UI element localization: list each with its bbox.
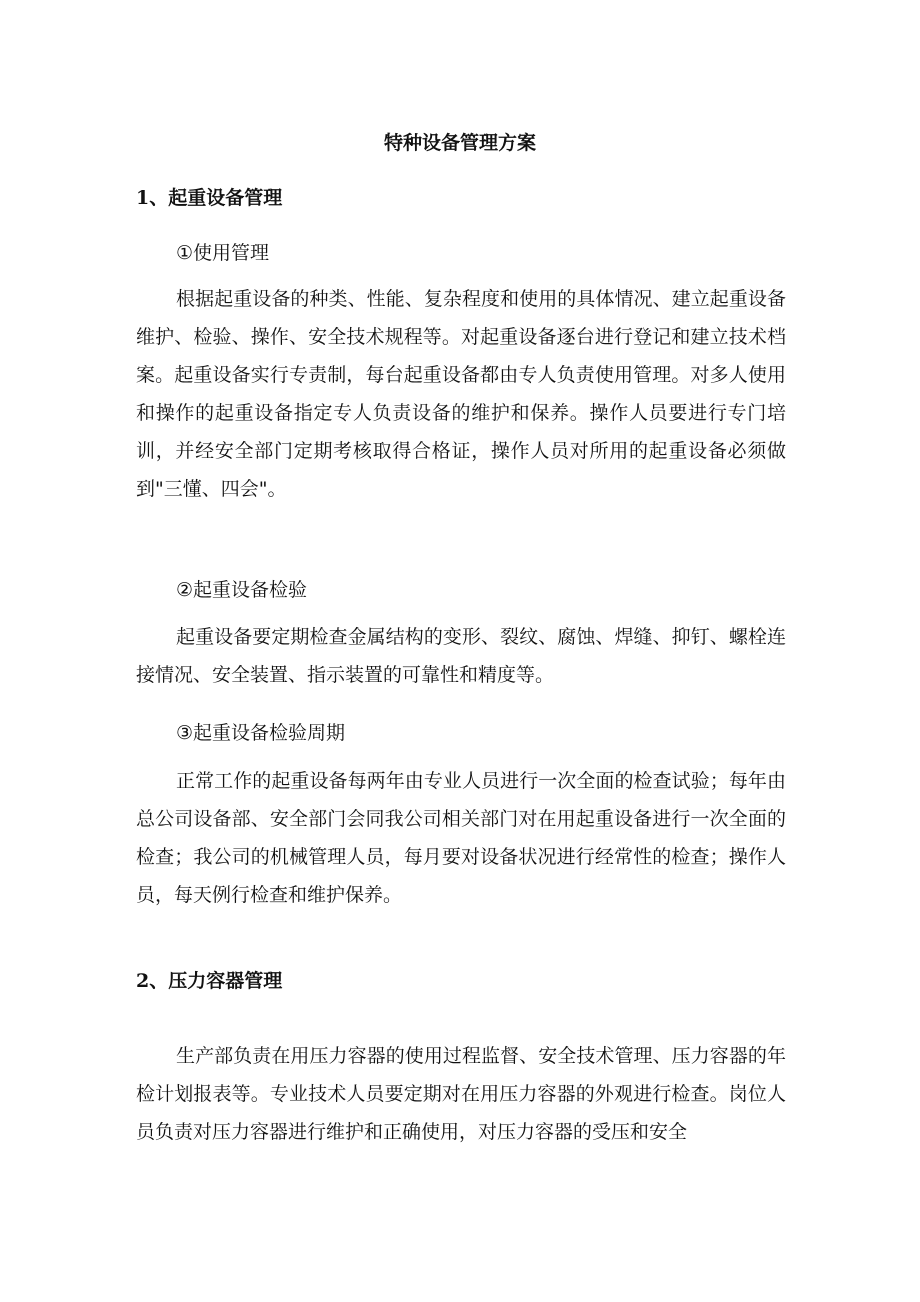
section-1-number: 1	[136, 187, 150, 209]
section-1-separator: 、	[149, 187, 169, 209]
section-2-separator: 、	[149, 970, 169, 992]
section-1-heading	[136, 185, 282, 211]
section-2-heading	[136, 968, 282, 994]
subsection-1-1-heading: ①使用管理	[176, 242, 270, 264]
section-1-title: 起重设备管理	[168, 187, 283, 209]
section-2-number: 2	[136, 970, 150, 992]
subsection-1-1-paragraph: 根据起重设备的种类、性能、复杂程度和使用的具体情况、建立起重设备维护、检验、操作、安全技术规程等。对起重设备逐台进行登记和建立技术档案。起重设备实行专责制，每台起重设备都由专人负责使用管理。对多人使用和操作的起重设备指定专人负责设备的维护和保养。操作人员要进行专门培训，并经安全部门定期考核取得合格证，操作人员对所用的起重设备必须做到"三懂、四会"。	[136, 288, 786, 500]
subsection-1-3-paragraph: 正常工作的起重设备每两年由专业人员进行一次全面的检查试验；每年由总公司设备部、安全部门会同我公司相关部门对在用起重设备进行一次全面的检查；我公司的机械管理人员，每月要对设备状况进行经常性的检查；操作人员，每天例行检查和维护保养。	[136, 770, 786, 906]
document-title: 特种设备管理方案	[383, 132, 536, 154]
subsection-1-3-heading: ③起重设备检验周期	[176, 722, 346, 744]
section-2-title: 压力容器管理	[168, 970, 283, 992]
subsection-1-2-heading: ②起重设备检验	[176, 579, 308, 601]
subsection-1-2-paragraph: 起重设备要定期检查金属结构的变形、裂纹、腐蚀、焊缝、抑钉、螺栓连接情况、安全装置、指示装置的可靠性和精度等。	[136, 626, 786, 686]
section-2-paragraph: 生产部负责在用压力容器的使用过程监督、安全技术管理、压力容器的年检计划报表等。专业技术人员要定期对在用压力容器的外观进行检查。岗位人员负责对压力容器进行维护和正确使用，对压力容器的受压和安全	[136, 1045, 786, 1143]
